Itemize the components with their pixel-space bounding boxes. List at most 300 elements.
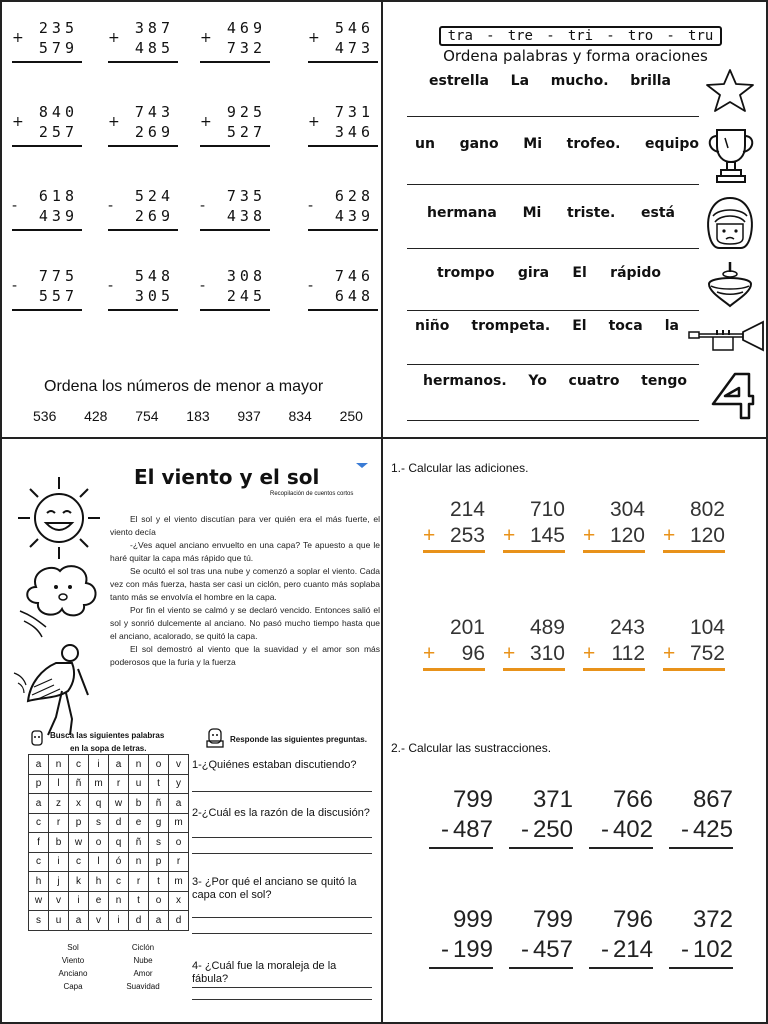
- bottom-number: 402: [612, 816, 653, 843]
- grid-cell[interactable]: l: [49, 774, 69, 794]
- word: triste.: [567, 205, 616, 221]
- grid-cell[interactable]: c: [69, 852, 89, 872]
- sentence-ordering-worksheet: [383, 0, 768, 438]
- vertical-operation: [12, 186, 82, 231]
- result-line[interactable]: [589, 847, 653, 849]
- star-icon: [701, 66, 759, 116]
- bottom-number: 310: [529, 642, 565, 665]
- result-line[interactable]: [509, 847, 573, 849]
- grid-row: [29, 813, 189, 833]
- grid-row: [29, 794, 189, 814]
- minus-sign: -: [520, 816, 529, 843]
- grid-cell[interactable]: t: [149, 774, 169, 794]
- operator-sign: -: [308, 198, 314, 214]
- result-line[interactable]: [308, 229, 378, 231]
- result-line[interactable]: [12, 229, 82, 231]
- answer-line[interactable]: [192, 791, 372, 792]
- result-line[interactable]: [589, 967, 653, 969]
- result-line[interactable]: [503, 550, 565, 553]
- result-line[interactable]: [308, 145, 378, 147]
- grid-cell[interactable]: d: [109, 813, 129, 833]
- story-paragraph: Por fin el viento se calmó y se declaró vencido. Entonces salió el sol y sonrió dulcemente al anciano. No pasó mucho tiempo hasta que el anciano, acalorado, se quitó la capa.: [110, 605, 380, 641]
- word: gira: [517, 265, 550, 281]
- subtraction-problem: [429, 785, 493, 849]
- grid-cell[interactable]: i: [49, 852, 69, 872]
- grid-cell[interactable]: r: [49, 813, 69, 833]
- writing-line[interactable]: [407, 420, 699, 421]
- word: La: [510, 73, 530, 89]
- subtraction-problem: [589, 785, 653, 849]
- grid-cell[interactable]: ñ: [149, 794, 169, 814]
- minus-sign: -: [440, 936, 449, 963]
- bottom-number: 346: [334, 123, 374, 141]
- result-line[interactable]: [12, 61, 82, 63]
- dropdown-marker-icon: [356, 463, 368, 468]
- bottom-number: 732: [226, 39, 266, 57]
- bottom-number: 305: [134, 287, 174, 305]
- top-number: 489: [529, 616, 565, 639]
- plus-sign: +: [423, 642, 436, 665]
- word: trompeta.: [471, 318, 551, 334]
- grid-cell[interactable]: u: [49, 911, 69, 931]
- answer-line[interactable]: [192, 999, 372, 1000]
- grid-cell[interactable]: a: [29, 794, 49, 814]
- grid-row: [29, 872, 189, 892]
- result-line[interactable]: [669, 967, 733, 969]
- vertical-operation: [200, 102, 270, 147]
- bottom-number: 439: [334, 207, 374, 225]
- writing-line[interactable]: [407, 310, 699, 311]
- word-item: Amor: [133, 969, 153, 978]
- grid-cell[interactable]: b: [129, 794, 149, 814]
- bottom-number: 473: [334, 39, 374, 57]
- word-item: Nube: [133, 956, 153, 965]
- sentence-words: [429, 73, 671, 89]
- top-number: 618: [38, 187, 78, 205]
- top-number: 201: [449, 616, 485, 639]
- story-paragraph: El sol demostró al viento que la suavidad y el amor son más poderosos que la furia y la fuerza: [110, 644, 380, 667]
- top-number: 387: [134, 19, 174, 37]
- grid-cell[interactable]: d: [169, 911, 189, 931]
- result-line[interactable]: [669, 847, 733, 849]
- grid-cell[interactable]: p: [29, 774, 49, 794]
- sun-icon: [14, 473, 104, 563]
- result-line[interactable]: [200, 309, 270, 311]
- addition-problem: [583, 497, 645, 553]
- plus-sign: +: [663, 524, 676, 547]
- top-number: 925: [226, 103, 266, 121]
- writing-line[interactable]: [407, 116, 699, 117]
- plus-sign: +: [423, 524, 436, 547]
- bottom-number-row: [423, 523, 485, 549]
- vertical-operation: [200, 18, 270, 63]
- result-line[interactable]: [308, 61, 378, 63]
- grid-cell[interactable]: a: [69, 911, 89, 931]
- word-item: Capa: [63, 982, 83, 991]
- bottom-number: 214: [612, 936, 653, 963]
- result-line[interactable]: [308, 309, 378, 311]
- minus-sign: -: [600, 936, 609, 963]
- result-line[interactable]: [108, 309, 178, 311]
- wordsearch-heading: Busca las siguientes palabras: [50, 731, 165, 740]
- order-number: 536: [33, 408, 57, 424]
- bottom-number-row: [509, 815, 573, 845]
- result-line[interactable]: [583, 550, 645, 553]
- grid-cell[interactable]: q: [109, 833, 129, 853]
- syllable-separator: -: [666, 28, 675, 44]
- grid-cell[interactable]: y: [169, 774, 189, 794]
- grid-cell[interactable]: p: [149, 852, 169, 872]
- operator-sign: +: [200, 114, 212, 130]
- grid-cell[interactable]: z: [49, 794, 69, 814]
- word: trofeo.: [566, 136, 621, 152]
- grid-cell[interactable]: i: [89, 755, 109, 775]
- bottom-number-row: [669, 935, 733, 965]
- top-number: 867: [692, 786, 733, 813]
- grid-cell[interactable]: m: [89, 774, 109, 794]
- top-number: 524: [134, 187, 174, 205]
- writing-line[interactable]: [407, 364, 699, 365]
- top-number: 999: [452, 906, 493, 933]
- minus-sign: -: [600, 816, 609, 843]
- bottom-number: 269: [134, 207, 174, 225]
- bottom-number: 250: [532, 816, 573, 843]
- grid-cell[interactable]: l: [89, 852, 109, 872]
- grid-cell[interactable]: d: [129, 911, 149, 931]
- sentence-words: [423, 373, 687, 389]
- addition-problem: [423, 497, 485, 553]
- bottom-number-row: [503, 641, 565, 667]
- result-line[interactable]: [12, 145, 82, 147]
- subtraction-problem: [669, 905, 733, 969]
- grid-cell[interactable]: ñ: [129, 833, 149, 853]
- top-number: 243: [609, 616, 645, 639]
- grid-cell[interactable]: h: [89, 872, 109, 892]
- bottom-number: 457: [532, 936, 573, 963]
- order-number: 428: [84, 408, 108, 424]
- top-number: 710: [529, 498, 565, 521]
- word: rápido: [610, 265, 661, 281]
- grid-cell[interactable]: a: [149, 911, 169, 931]
- bottom-number: 257: [38, 123, 78, 141]
- top-number: 840: [38, 103, 78, 121]
- top-number: 469: [226, 19, 266, 37]
- quadrant-divider-horizontal: [0, 437, 768, 439]
- minus-sign: -: [520, 936, 529, 963]
- vertical-operation: [12, 18, 82, 63]
- addition-subtraction-worksheet: [0, 0, 382, 438]
- subtraction-problem: [509, 905, 573, 969]
- word: brilla: [630, 73, 671, 89]
- top-number: 308: [226, 267, 266, 285]
- subtractions-title: 2.- Calcular las sustracciones.: [391, 741, 552, 755]
- syllable-separator: -: [486, 28, 495, 44]
- addition-problem: [423, 615, 485, 671]
- result-line[interactable]: [200, 229, 270, 231]
- operator-sign: -: [108, 278, 114, 294]
- operator-sign: -: [12, 278, 18, 294]
- grid-cell[interactable]: w: [29, 891, 49, 911]
- grid-cell[interactable]: i: [109, 911, 129, 931]
- question-1: 1-¿Quiénes estaban discutiendo?: [192, 759, 357, 771]
- grid-cell[interactable]: c: [29, 852, 49, 872]
- grid-cell[interactable]: n: [129, 755, 149, 775]
- word: tengo: [641, 373, 687, 389]
- word: mucho.: [550, 73, 609, 89]
- result-line[interactable]: [663, 668, 725, 671]
- bottom-number: 579: [38, 39, 78, 57]
- answer-line[interactable]: [192, 933, 372, 934]
- order-number: 834: [288, 408, 312, 424]
- bottom-number: 269: [134, 123, 174, 141]
- bottom-number-row: [429, 815, 493, 845]
- grid-cell[interactable]: a: [169, 794, 189, 814]
- top-number: 766: [612, 786, 653, 813]
- grid-cell[interactable]: u: [129, 774, 149, 794]
- grid-cell[interactable]: r: [109, 774, 129, 794]
- grid-cell[interactable]: w: [69, 833, 89, 853]
- word: toca: [608, 318, 643, 334]
- grid-cell[interactable]: v: [89, 911, 109, 931]
- bottom-number-row: [663, 641, 725, 667]
- question-2: 2-¿Cuál es la razón de la discusión?: [192, 807, 370, 819]
- story-credit: Recopilación de cuentos cortos: [270, 491, 354, 497]
- minus-sign: -: [680, 816, 689, 843]
- trumpet-icon: [687, 318, 767, 358]
- grid-row: [29, 852, 189, 872]
- grid-cell[interactable]: v: [49, 891, 69, 911]
- grid-cell[interactable]: p: [69, 813, 89, 833]
- subtraction-problem: [509, 785, 573, 849]
- answer-line[interactable]: [192, 917, 372, 918]
- grid-cell[interactable]: j: [49, 872, 69, 892]
- grid-cell[interactable]: n: [129, 852, 149, 872]
- top-number: 796: [612, 906, 653, 933]
- grid-cell[interactable]: o: [149, 891, 169, 911]
- operator-sign: +: [108, 114, 120, 130]
- bottom-number-row: [503, 523, 565, 549]
- result-line[interactable]: [200, 61, 270, 63]
- grid-cell[interactable]: b: [49, 833, 69, 853]
- syllable-separator: -: [546, 28, 555, 44]
- sentence-ordering-title: Ordena palabras y forma oraciones: [443, 47, 708, 65]
- grid-cell[interactable]: n: [49, 755, 69, 775]
- top-number: 735: [226, 187, 266, 205]
- grid-cell[interactable]: n: [109, 891, 129, 911]
- operator-sign: +: [200, 30, 212, 46]
- result-line[interactable]: [663, 550, 725, 553]
- subtraction-problem: [589, 905, 653, 969]
- grid-cell[interactable]: o: [149, 755, 169, 775]
- grid-cell[interactable]: m: [169, 872, 189, 892]
- story-title: El viento y el sol: [134, 465, 320, 489]
- number-four-icon: [709, 370, 755, 422]
- vertical-operation: [108, 266, 178, 311]
- top-number: 731: [334, 103, 374, 121]
- subtraction-problem: [669, 785, 733, 849]
- grid-cell[interactable]: r: [129, 872, 149, 892]
- pencil-kid-icon: [30, 729, 44, 749]
- result-line[interactable]: [429, 967, 493, 969]
- grid-cell[interactable]: t: [129, 891, 149, 911]
- bottom-number-row: [589, 935, 653, 965]
- word: cuatro: [568, 373, 620, 389]
- grid-cell[interactable]: r: [169, 852, 189, 872]
- grid-cell[interactable]: c: [29, 813, 49, 833]
- top-number: 799: [452, 786, 493, 813]
- word: gano: [459, 136, 499, 152]
- order-numbers-title: Ordena los números de menor a mayor: [44, 378, 324, 395]
- result-line[interactable]: [12, 309, 82, 311]
- kid-reading-icon: [206, 727, 224, 749]
- vertical-operation: [308, 102, 378, 147]
- grid-cell[interactable]: c: [69, 755, 89, 775]
- grid-cell[interactable]: o: [89, 833, 109, 853]
- reading-comprehension-worksheet: [0, 439, 382, 1024]
- word: equipo: [645, 136, 699, 152]
- grid-cell[interactable]: m: [169, 813, 189, 833]
- syllable: tre: [507, 28, 533, 44]
- word-search-grid[interactable]: [28, 754, 189, 931]
- grid-cell[interactable]: s: [89, 813, 109, 833]
- result-line[interactable]: [108, 145, 178, 147]
- bottom-number: 485: [134, 39, 174, 57]
- grid-cell[interactable]: e: [129, 813, 149, 833]
- spinning-top-icon: [703, 260, 757, 310]
- top-number: 104: [689, 616, 725, 639]
- grid-cell[interactable]: a: [29, 755, 49, 775]
- plus-sign: +: [503, 524, 516, 547]
- answer-line[interactable]: [192, 987, 372, 988]
- vertical-operation: [308, 186, 378, 231]
- trophy-icon: [703, 124, 759, 188]
- bottom-number: 253: [449, 524, 485, 547]
- grid-cell[interactable]: a: [109, 755, 129, 775]
- question-4: 4- ¿Cuál fue la moraleja de la fábula?: [192, 960, 337, 985]
- grid-cell[interactable]: w: [109, 794, 129, 814]
- answer-line[interactable]: [192, 853, 372, 854]
- wind-cloud-icon: [16, 557, 110, 641]
- grid-cell[interactable]: k: [69, 872, 89, 892]
- word: trompo: [437, 265, 495, 281]
- grid-cell[interactable]: s: [149, 833, 169, 853]
- syllable: tro: [627, 28, 654, 44]
- answer-line[interactable]: [192, 837, 372, 838]
- grid-cell[interactable]: x: [169, 891, 189, 911]
- grid-row: [29, 891, 189, 911]
- grid-row: [29, 911, 189, 931]
- word: Mi: [522, 205, 542, 221]
- operator-sign: +: [308, 114, 320, 130]
- grid-cell[interactable]: f: [29, 833, 49, 853]
- grid-cell[interactable]: ñ: [69, 774, 89, 794]
- old-man-cape-icon: [12, 639, 102, 739]
- grid-cell[interactable]: q: [89, 794, 109, 814]
- vertical-operation: [200, 186, 270, 231]
- operator-sign: +: [308, 30, 320, 46]
- plus-sign: +: [583, 524, 596, 547]
- word-item: Viento: [61, 956, 85, 965]
- result-line[interactable]: [108, 229, 178, 231]
- operator-sign: -: [200, 198, 206, 214]
- result-line[interactable]: [423, 550, 485, 553]
- question-3: 3- ¿Por qué el anciano se quitó la capa con el sol?: [192, 876, 357, 901]
- bottom-number: 557: [38, 287, 78, 305]
- vertical-operation: [108, 18, 178, 63]
- grid-cell[interactable]: s: [29, 911, 49, 931]
- grid-cell[interactable]: e: [89, 891, 109, 911]
- word-item: Suavidad: [126, 982, 160, 991]
- grid-cell[interactable]: g: [149, 813, 169, 833]
- bottom-number: 96: [461, 642, 485, 665]
- top-number: 304: [609, 498, 645, 521]
- bottom-number: 120: [689, 524, 725, 547]
- plus-sign: +: [583, 642, 596, 665]
- grid-row: [29, 774, 189, 794]
- word: El: [572, 265, 587, 281]
- vertical-operation: [200, 266, 270, 311]
- result-line[interactable]: [509, 967, 573, 969]
- grid-cell[interactable]: ó: [109, 852, 129, 872]
- bottom-number: 112: [611, 642, 645, 665]
- result-line[interactable]: [583, 668, 645, 671]
- top-number: 775: [38, 267, 78, 285]
- top-number: 235: [38, 19, 78, 37]
- result-line[interactable]: [429, 847, 493, 849]
- grid-cell[interactable]: o: [169, 833, 189, 853]
- order-numbers-list: [33, 408, 363, 424]
- word: Mi: [523, 136, 543, 152]
- sentence-words: [415, 136, 699, 152]
- top-number: 628: [334, 187, 374, 205]
- grid-cell[interactable]: v: [169, 755, 189, 775]
- grid-cell[interactable]: x: [69, 794, 89, 814]
- word-item: Ciclón: [131, 943, 155, 952]
- order-number: 183: [186, 408, 210, 424]
- quadrant-divider-vertical: [381, 0, 383, 1024]
- bottom-number: 439: [38, 207, 78, 225]
- top-number: 799: [532, 906, 573, 933]
- addition-problem: [663, 497, 725, 553]
- grid-cell[interactable]: i: [69, 891, 89, 911]
- word: un: [415, 136, 435, 152]
- plus-sign: +: [663, 642, 676, 665]
- bottom-number: 145: [529, 524, 565, 547]
- additions-title: 1.- Calcular las adiciones.: [391, 461, 529, 475]
- result-line[interactable]: [503, 668, 565, 671]
- addition-problem: [503, 615, 565, 671]
- sad-girl-icon: [701, 194, 759, 252]
- writing-line[interactable]: [407, 184, 699, 185]
- addition-problem: [663, 615, 725, 671]
- result-line[interactable]: [108, 61, 178, 63]
- grid-cell[interactable]: t: [149, 872, 169, 892]
- operator-sign: +: [12, 114, 24, 130]
- result-line[interactable]: [200, 145, 270, 147]
- result-line[interactable]: [423, 668, 485, 671]
- grid-cell[interactable]: h: [29, 872, 49, 892]
- syllable: tra: [447, 28, 473, 44]
- word: la: [664, 318, 679, 334]
- word: El: [572, 318, 587, 334]
- grid-row: [29, 755, 189, 775]
- top-number: 371: [532, 786, 573, 813]
- grid-cell[interactable]: c: [109, 872, 129, 892]
- writing-line[interactable]: [407, 248, 699, 249]
- bottom-number-row: [589, 815, 653, 845]
- story-paragraph: -¿Ves aquel anciano envuelto en una capa? Te apuesto a que le haré quitar la capa más rápido que tú.: [110, 540, 380, 563]
- subtraction-problem: [429, 905, 493, 969]
